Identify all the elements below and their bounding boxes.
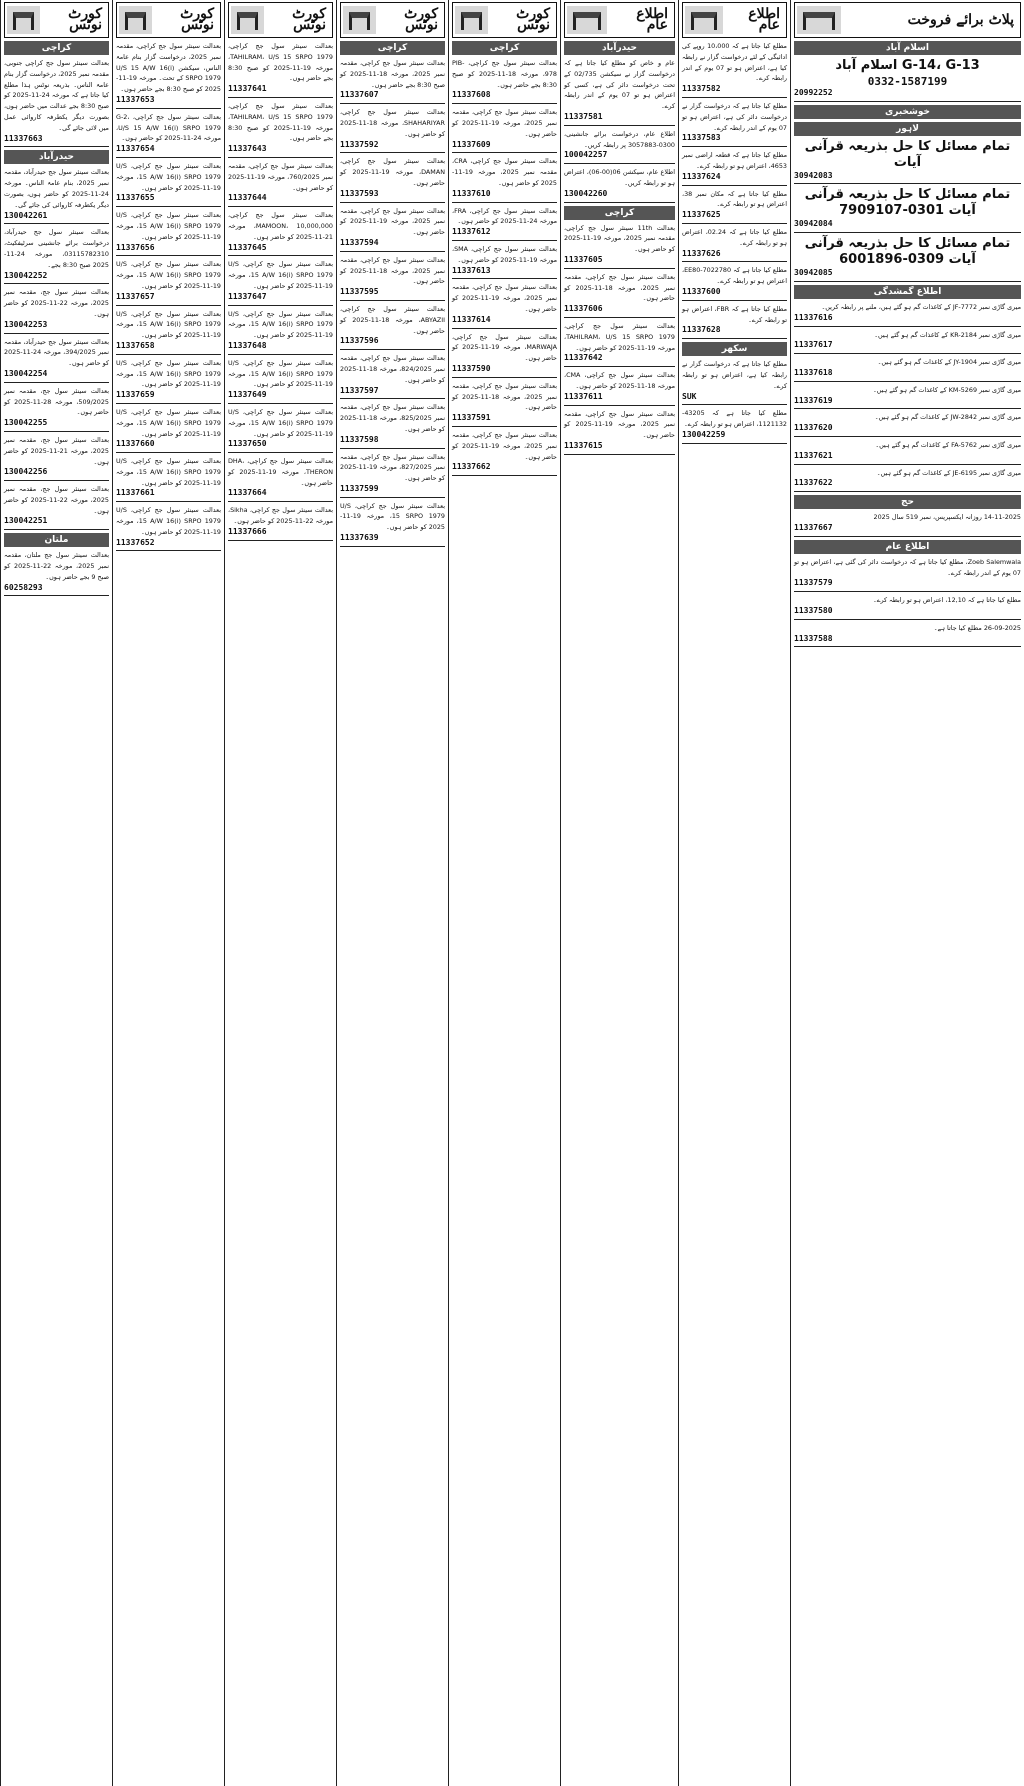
notice-text: بعدالت سینئر سول جج کراچی جنوبی، مقدمہ نمبر 2025، درخواست گزار بنام عامۃ الناس۔ بذریعہ نوٹس ہذا مطلع کیا جاتا ہے کہ مورخہ 24-11-2025 کو صبح 8:30 بجے عدالت میں حاضر ہوں، بصورت دیگر یکطرفہ کاروائی عمل میں لائی جائے گی۔ [4,59,110,132]
column-header [564,2,675,38]
notice [564,167,675,202]
notice [682,227,787,262]
notice [228,407,333,453]
notice-reference-number: 11337645 [228,243,333,257]
notice-text: بعدالت سینئر سول جج کراچی، U/S 15 A/W 16(i) SRPO 1979، مورخہ 19-11-2025 کو حاضر ہوں۔ [116,407,221,438]
notice [340,255,445,301]
notice-text: بعدالت سینئر سول جج کراچی، U/S 15 A/W 16(i) SRPO 1979، مورخہ 19-11-2025 کو حاضر ہوں۔ [116,358,221,389]
notice [452,282,557,328]
notice [794,412,1021,437]
notice-text: بعدالت سینئر سول جج کراچی، مقدمہ نمبر 2025، مورخہ 19-11-2025 کو حاضر ہوں۔ [340,206,445,237]
notice [340,501,445,547]
column-header [228,2,333,38]
notice-reference-number: 11337667 [794,523,1021,537]
notice-text: بعدالت سینئر سول جج کراچی، CRA، مقدمہ نمبر 2025، مورخہ 19-11-2025 کو حاضر ہوں۔ [452,157,557,187]
notice [794,440,1021,465]
notice [682,189,787,224]
section-city-banner: لاہور [794,122,1021,136]
notice [682,41,787,98]
section-city-banner: حیدرآباد [564,41,675,55]
column-8 [790,0,1024,1786]
notice-reference-number: 11337659 [116,390,221,404]
court-building-icon [343,6,376,34]
notice [682,408,787,443]
column-5 [448,0,560,1786]
notice-reference-number: 11337643 [228,144,333,158]
section-city-banner: اطلاع گمشدگی [794,285,1021,299]
notice [340,58,445,104]
notice-reference-number: 130042256 [4,467,109,481]
notice [452,156,557,202]
notice-reference-number: 11337624 [682,172,787,186]
notice-reference-number: 20992252 [794,88,1021,102]
column-1 [0,0,112,1786]
notice [4,58,109,147]
notice-reference-number: 11337625 [682,210,787,224]
notice-text: مطلع کیا جاتا ہے کہ درخواست گزار نے رابطہ کیا ہے، اعتراض ہو تو رابطہ کرے۔ [682,360,787,390]
notice-text: 0332-1587199 [867,75,948,88]
notice [340,402,445,448]
notice-text: بعدالت سینئر سول جج کراچی، مقدمہ نمبر 2025، مورخہ 18-11-2025 کو حاضر ہوں۔ [564,272,675,303]
notice-text: 14-11-2025 روزانہ ایکسپریس، نمبر 519 سال 2025 [873,513,1021,522]
column-header-title: اطلاع عام [748,6,780,33]
notice-text: مطلع کیا جاتا ہے کہ قطعہ اراضی نمبر 4653، اعتراض ہو تو رابطہ کرے۔ [682,151,787,170]
notice-text: بعدالت سینئر سول جج کراچی، مقدمہ نمبر 825/2025، مورخہ 18-11-2025 کو حاضر ہوں۔ [340,403,445,433]
notice-text: بعدالت سینئر سول جج کراچی، مقدمہ نمبر 760/2025، مورخہ 19-11-2025 کو حاضر ہوں۔ [228,161,333,192]
notice-reference-number: 11337612 [452,227,557,241]
notice-text: بعدالت سینئر سول جج کراچی، U/S 15 A/W 16(i) SRPO 1979، مورخہ 19-11-2025 کو حاضر ہوں۔ [116,309,221,340]
notice [564,370,675,405]
notice-text: بعدالت سینئر سول جج، مقدمہ نمبر 2025، مورخہ 21-11-2025 کو حاضر ہوں۔ [4,435,109,466]
notice-reference-number: 11337621 [794,451,1021,465]
notice-reference-number: 11337660 [116,439,221,453]
notice-reference-number: 11337618 [794,368,1021,382]
notice-reference-number: 11337591 [452,413,557,427]
notice [4,287,109,333]
notice-reference-number: 11337597 [340,386,445,400]
notice-reference-number: 11337600 [682,287,787,301]
notice [116,505,221,551]
notice-text: مطلع کیا جاتا ہے کہ 12,10، اعتراض ہو تو رابطہ کرے۔ [872,596,1021,605]
notice [794,512,1021,537]
notice-text: بعدالت سینئر سول جج کراچی، U/S 15 A/W 16(i) SRPO 1979، مورخہ 19-11-2025 کو حاضر ہوں۔ [228,407,333,438]
notice-text: بعدالت سینئر سول جج ملتان، مقدمہ نمبر 2025، مورخہ 22-11-2025 کو صبح 9 بجے حاضر ہوں۔ [4,551,109,581]
notice-text: بعدالت سینئر سول جج کراچی، MARWAJA، مورخہ 19-11-2025 کو حاضر ہوں۔ [452,332,557,363]
notice-text: اطلاع عام، سیکشن 06(00-06)، اعتراض ہو تو رابطہ کریں۔ [564,168,675,187]
notice-text: میری گاڑی نمبر KM-5269 کے کاغذات گم ہو گئے ہیں۔ [872,385,1021,394]
notice-reference-number: 11337593 [340,189,445,203]
section-city-banner: ملتان [4,533,109,547]
notice-reference-number: 11337611 [564,392,675,406]
court-building-icon [7,6,40,34]
notice-text: بعدالت سینئر سول جج کراچی، مقدمہ نمبر 827/2025، مورخہ 19-11-2025 کو حاضر ہوں۔ [340,452,445,483]
notice [340,156,445,202]
notice-text: بعدالت سینئر سول جج کراچی، DAMAN، مورخہ 19-11-2025 کو حاضر ہوں۔ [340,157,445,187]
column-header-title: کورٹ نوٹس [404,6,438,33]
notice-text: بعدالت سینئر سول جج کراچی، U/S 15 A/W 16(i) SRPO 1979، مورخہ 19-11-2025 کو حاضر ہوں۔ [116,457,221,487]
notice [452,206,557,241]
notice-reference-number: 11337663 [4,134,109,148]
court-building-icon [119,6,152,34]
notice-reference-number: 30942084 [794,219,1021,233]
notice-reference-number: 11337664 [228,488,333,502]
notice-reference-number: 11337583 [682,133,787,147]
notice-text: بعدالت سینئر سول جج کراچی، U/S 15 A/W 16(i) SRPO 1979، مورخہ 19-11-2025 کو حاضر ہوں۔ [116,260,221,290]
notice-text: بعدالت سینئر سول جج کراچی، ABYAZII، مورخہ 18-11-2025 کو حاضر ہوں۔ [340,304,445,335]
notice-reference-number: 11337662 [452,462,557,476]
notice-reference-number: 11337661 [116,488,221,502]
notice-reference-number: 130042254 [4,369,109,383]
notice-reference-number: SUK [682,392,787,406]
column-header [340,2,445,38]
notice-reference-number: 11337655 [116,193,221,207]
notice-reference-number: 11337641 [228,84,333,98]
notice-reference-number: 11337653 [116,95,221,109]
section-city-banner: حج [794,495,1021,509]
notice-reference-number: 11337649 [228,390,333,404]
notice [340,353,445,399]
notice-text: بعدالت سینئر سول جج کراچی، TAHILRAM، U/S 15 SRPO 1979، مورخہ 19-11-2025 کو صبح 8:30 بجے حاضر ہوں۔ [228,101,333,143]
notice-reference-number: 30942085 [794,268,1021,282]
notice-text: بعدالت سینئر سول جج کراچی، مقدمہ نمبر 2025، درخواست گزار بنام عامۃ الناس، سیکشن U/S 15 A/W 16(i) SRPO 1979 کے تحت۔ مورخہ 19-11-2025 کو صبح 8:30 بجے حاضر ہوں۔ [116,42,222,94]
notice-reference-number: 11337579 [794,578,1021,592]
notice [228,161,333,207]
notice-reference-number: 11337644 [228,193,333,207]
notice-text: بعدالت سینئر سول جج کراچی، TAHILRAM، U/S 15 SRPO 1979، مورخہ 19-11-2025 کو صبح 8:30 بجے حاضر ہوں۔ [228,42,333,83]
notice-reference-number: 60258293 [4,583,109,597]
notice-reference-number: 11337652 [116,538,221,552]
section-city-banner: کراچی [340,41,445,55]
notice [4,484,109,530]
column-header-title: کورٹ نوٹس [516,6,550,33]
section-city-banner: خوشخبری [794,105,1021,119]
notice-text: بعدالت سینئر سول جج کراچی، مقدمہ نمبر 2025، مورخہ 18-11-2025 کو صبح 8:30 بجے حاضر ہوں۔ [340,59,445,89]
notice [682,150,787,185]
notice-text: بعدالت سینئر سول جج کراچی، U/S 15 A/W 16(i) SRPO 1979، مورخہ 19-11-2025 کو حاضر ہوں۔ [228,309,333,340]
column-header [452,2,557,38]
notice-reference-number: 11337588 [794,634,1021,648]
notice [340,452,445,498]
notice-reference-number: 11337642 [564,353,675,367]
notice-text: بعدالت سینئر سول جج کراچی، G-2، U/S 15 A/W 16(i) SRPO 1979، مورخہ 24-11-2025 کو حاضر ہوں۔ [116,112,221,143]
notice [452,332,557,378]
notice [794,236,1021,282]
notice [116,112,221,158]
notice [228,210,333,256]
notice [794,139,1021,185]
column-7 [678,0,790,1786]
notice-reference-number: 11337657 [116,292,221,306]
notice [794,595,1021,620]
notice-text: مطلع کیا جاتا ہے کہ EE80-7022780، اعتراض ہو تو رابطہ کرے۔ [682,266,787,286]
notice-reference-number: 11337598 [340,435,445,449]
notice-text: بعدالت سینئر سول جج کراچی، Sikha، مورخہ 22-11-2025 کو حاضر ہوں۔ [228,506,333,526]
notice-reference-number: 130042251 [4,516,109,530]
notice [116,358,221,404]
notice-reference-number: 11337654 [116,144,221,158]
notice [794,357,1021,382]
notice-text: میری گاڑی نمبر FA-5762 کے کاغذات گم ہو گئے ہیں۔ [875,440,1021,449]
notice-reference-number: 11337614 [452,315,557,329]
notice-text: بعدالت سینئر سول جج کراچی، TAHILRAM، U/S 15 SRPO 1979، مورخہ 19-11-2025 کو حاضر ہوں۔ [564,321,675,352]
notice-reference-number: 130042261 [4,211,109,225]
notice-text: بعدالت سینئر سول جج کراچی، مقدمہ نمبر 2025، مورخہ 18-11-2025 کو حاضر ہوں۔ [340,255,445,286]
notice [682,304,787,339]
notice [682,265,787,300]
notice-text: مطلع کیا جاتا ہے کہ درخواست گزار نے درخواست دائر کی ہے، اعتراض ہو تو 07 یوم کے اندر رابطہ کرے۔ [682,101,787,132]
notice-reference-number: 11337616 [794,313,1021,327]
notice-reference-number: 11337610 [452,189,557,203]
notice [564,58,675,126]
notice [228,41,333,98]
notice [564,321,675,367]
notice [794,330,1021,355]
section-city-banner: کراچی [564,206,675,220]
notice [228,456,333,502]
column-header [4,2,109,38]
column-6 [560,0,678,1786]
notice-text: بعدالت سینئر سول جج کراچی، U/S 15 A/W 16(i) SRPO 1979، مورخہ 19-11-2025 کو حاضر ہوں۔ [228,358,333,389]
notice-text: بعدالت سینئر سول جج کراچی، U/S 15 A/W 16(i) SRPO 1979، مورخہ 19-11-2025 کو حاضر ہوں۔ [228,260,333,290]
notice-text: اطلاع عام، درخواست برائے جانشینی، 0300-3057883 پر رابطہ کریں۔ [564,129,675,149]
notice-text: بعدالت سینئر سول جج، مقدمہ نمبر 2025، مورخہ 22-11-2025 کو حاضر ہوں۔ [4,288,109,318]
notice [228,101,333,158]
notice [340,206,445,252]
notice-text: تمام مسائل کا حل بذریعہ قرآنی آیات [804,138,1011,170]
notice-text: میری گاڑی نمبر JE-6195 کے کاغذات گم ہو گئے ہیں۔ [876,468,1021,477]
notice [682,359,787,405]
notice [794,302,1021,327]
column-header [794,2,1021,38]
notice-text: بعدالت سینئر سول جج کراچی، مقدمہ نمبر 2025، مورخہ 19-11-2025 کو حاضر ہوں۔ [452,283,557,313]
notice [116,210,221,256]
notice-reference-number: 11337605 [564,255,675,269]
notice [4,550,109,596]
column-4 [336,0,448,1786]
notice-text: تمام مسائل کا حل بذریعہ قرآنی آیات 0301-7909107 [804,187,1011,219]
notice [116,161,221,207]
section-city-banner: سکھر [682,342,787,356]
notice-reference-number: 11337606 [564,304,675,318]
column-header-title: کورٹ نوٹس [180,6,214,33]
notice-reference-number: 30942083 [794,171,1021,185]
notice [228,505,333,540]
notice-text: بعدالت سینئر سول جج کراچی، DHA، THERON، مورخہ 19-11-2025 کو حاضر ہوں۔ [228,457,333,487]
section-city-banner: حیدرآباد [4,150,109,164]
notice [116,41,221,109]
notice-reference-number: 11337599 [340,484,445,498]
notice-text: بعدالت سینئر سول جج کراچی، CMA، مورخہ 18-11-2025 کو حاضر ہوں۔ [564,371,675,390]
notice-reference-number: 11337658 [116,341,221,355]
notice [682,101,787,147]
notice [228,309,333,355]
notice-text: بعدالت سینئر سول جج کراچی، U/S 15 A/W 16(i) SRPO 1979، مورخہ 19-11-2025 کو حاضر ہوں۔ [116,506,221,536]
notice [116,456,221,502]
notice-text: G-14، G-13 اسلام آباد [835,58,980,73]
notice-reference-number: 11337592 [340,140,445,154]
notice-reference-number: 130042255 [4,418,109,432]
section-city-banner: کراچی [452,41,557,55]
notice [4,435,109,481]
notice-text: بعدالت سینئر سول جج کراچی، FRA، مورخہ 24-11-2025 کو حاضر ہوں۔ [452,206,557,226]
notice [794,385,1021,410]
notice-reference-number: 11337615 [564,441,675,455]
notice [794,468,1021,493]
notice-reference-number: 100042257 [564,150,675,164]
notice [452,107,557,153]
notice-reference-number: 11337619 [794,396,1021,410]
notice-reference-number: 11337580 [794,606,1021,620]
notice-text: بعدالت سینئر سول جج کراچی، SHAHARIYAR، مورخہ 18-11-2025 کو حاضر ہوں۔ [340,108,445,138]
notice-reference-number: 11337648 [228,341,333,355]
notice [452,244,557,279]
notice-text: بعدالت سینئر سول جج کراچی، U/S 15 SRPO 1979، مورخہ 19-11-2025 کو حاضر ہوں۔ [340,501,445,532]
notice-text: بعدالت سینئر سول جج کراچی، U/S 15 A/W 16(i) SRPO 1979، مورخہ 19-11-2025 کو حاضر ہوں۔ [116,211,221,241]
notice-text: بعدالت سینئر سول جج کراچی، SMA، مورخہ 19-11-2025 کو حاضر ہوں۔ [452,244,557,264]
notice-text: میری گاڑی نمبر JY-1904 کے کاغذات گم ہو گئے ہیں۔ [877,358,1021,367]
notice-text: عام و خاص کو مطلع کیا جاتا ہے کہ درخواست گزار نے سیکشن 02/735 کے تحت درخواست دائر کی ہے، کسی کو اعتراض ہو تو 07 یوم کے اندر رابطہ کرے۔ [564,59,676,111]
notice-text: تمام مسائل کا حل بذریعہ قرآنی آیات 0309-6001896 [804,236,1011,268]
column-header-title: کورٹ نوٹس [292,6,326,33]
notice [564,409,675,455]
column-header-title: پلاٹ برائے فروخت [907,11,1014,28]
notice-text: بعدالت 11th سینئر سول جج کراچی، مقدمہ نمبر 2025، مورخہ 19-11-2025 کو حاضر ہوں۔ [564,223,675,254]
notice-reference-number: 11337607 [340,90,445,104]
notice-reference-number: 11337595 [340,287,445,301]
notice-reference-number: 11337617 [794,340,1021,354]
notice-text: مطلع کیا جاتا ہے کہ FBR، اعتراض ہو تو رابطہ کرے۔ [682,304,787,324]
notice-reference-number: 130042260 [564,189,675,203]
notice-reference-number: 11337582 [682,84,787,98]
notice [794,187,1021,233]
notice-reference-number: 11337622 [794,478,1021,492]
court-building-icon [797,6,841,34]
notice-text: بعدالت سینئر سول جج، مقدمہ نمبر 2025، مورخہ 22-11-2025 کو حاضر ہوں۔ [4,485,109,515]
notice-text: بعدالت سینئر سول جج کراچی، مقدمہ نمبر 2025، مورخہ 19-11-2025 کو حاضر ہوں۔ [564,409,675,440]
notice-reference-number: 130042259 [682,430,787,444]
notice [4,167,109,224]
notice-text: بعدالت سینئر سول جج حیدرآباد، مقدمہ نمبر 394/2025، مورخہ 24-11-2025 کو حاضر ہوں۔ [4,337,109,368]
notice-text: مطلع کیا جاتا ہے کہ 02.24، اعتراض ہو تو رابطہ کرے۔ [682,227,787,247]
column-3 [224,0,336,1786]
notice [452,381,557,427]
notice-text: بعدالت سینئر سول جج کراچی، مقدمہ نمبر 2025، مورخہ 19-11-2025 کو حاضر ہوں۔ [452,430,557,461]
notice-reference-number: 11337594 [340,238,445,252]
column-2 [112,0,224,1786]
notice-text: بعدالت سینئر سول جج کراچی، U/S 15 A/W 16(i) SRPO 1979، مورخہ 19-11-2025 کو حاضر ہوں۔ [116,161,221,192]
court-building-icon [455,6,488,34]
notice-reference-number: 11337608 [452,90,557,104]
notice-text: مطلع کیا جاتا ہے کہ مکان نمبر 38، اعتراض ہو تو رابطہ کرے۔ [682,189,787,209]
notice-reference-number: 11337628 [682,325,787,339]
notice-text: بعدالت سینئر سول جج کراچی، PIB-978، مورخہ 18-11-2025 کو صبح 8:30 بجے حاضر ہوں۔ [452,59,557,89]
notice-text: میری گاڑی نمبر KR-2184 کے کاغذات گم ہو گئے ہیں۔ [874,330,1021,339]
notice-reference-number: 11337656 [116,243,221,257]
notice [794,623,1021,648]
column-header-title: اطلاع عام [636,6,668,33]
notice [116,259,221,305]
notice [228,259,333,305]
notice-text: بعدالت سینئر سول جج کراچی، مقدمہ نمبر 824/2025، مورخہ 18-11-2025 کو حاضر ہوں۔ [340,354,445,384]
section-city-banner: کراچی [4,41,109,55]
notice-text: مطلع کیا جاتا ہے کہ 10،000 روپے کی ادائیگی کے لئے درخواست گزار نے رابطہ کیا ہے، اعتراض ہو تو 07 یوم کے اندر رابطہ کرے۔ [682,42,787,83]
notice-text: بعدالت سینئر سول جج کراچی، مقدمہ نمبر 2025، مورخہ 18-11-2025 کو حاضر ہوں۔ [452,381,557,412]
notice-reference-number: 11337609 [452,140,557,154]
notice [4,386,109,432]
notice-text: مطلع کیا جاتا ہے کہ 43205-1121132، اعتراض ہو تو رابطہ کرے۔ [682,409,787,429]
notice-reference-number: 11337666 [228,527,333,541]
column-header-title: کورٹ نوٹس [68,6,102,33]
notice-reference-number: 11337620 [794,423,1021,437]
notice-text: بعدالت سینئر سول جج، مقدمہ نمبر 509/2025، مورخہ 28-11-2025 کو حاضر ہوں۔ [4,386,109,417]
notice [4,227,109,284]
notice-text: بعدالت سینئر سول جج حیدرآباد، درخواست برائے جانشینی سرٹیفکیٹ، 03115782310، مورخہ 24-11-2025 صبح 8:30 بجے۔ [4,228,109,269]
section-city-banner: اطلاع عام [794,540,1021,554]
notice-reference-number: 11337590 [452,364,557,378]
notice-text: میری گاڑی نمبر JF-7772 کے کاغذات گم ہو گئے ہیں، ملنے پر رابطہ کریں۔ [821,302,1021,311]
notice-reference-number: 130042252 [4,271,109,285]
court-building-icon [231,6,264,34]
notice [794,557,1021,592]
notice [564,223,675,269]
notice [116,309,221,355]
notice [228,358,333,404]
notice [340,107,445,153]
notice-text: میری گاڑی نمبر JW-2842 کے کاغذات گم ہو گئے ہیں۔ [874,413,1021,422]
notice-reference-number: 11337613 [452,266,557,280]
notice-reference-number: 11337596 [340,336,445,350]
notice-reference-number: 11337639 [340,533,445,547]
notice [794,77,1021,102]
notice-text: بعدالت سینئر سول جج کراچی، مقدمہ نمبر 2025، مورخہ 19-11-2025 کو حاضر ہوں۔ [452,108,557,138]
notice [340,304,445,350]
notice [452,430,557,476]
notice-reference-number: 11337581 [564,112,675,126]
notice [452,58,557,104]
notice-reference-number: 11337650 [228,439,333,453]
section-city-banner: اسلام آباد [794,41,1021,55]
notice-text: 26-09-2025 مطلع کیا جاتا ہے۔ [933,623,1021,632]
notice-reference-number: 130042253 [4,320,109,334]
court-building-icon [685,6,723,34]
notice-text: Zoeb Salemwala، مطلع کیا جاتا ہے کہ درخواست دائر کی گئی ہے، اعتراض ہو تو 07 یوم کے اندر رابطہ کرے۔ [794,557,1021,577]
notice [116,407,221,453]
notice [794,58,1021,74]
notice [564,129,675,164]
notice-text: بعدالت سینئر سول جج حیدرآباد، مقدمہ نمبر 2025، بنام عامۃ الناس۔ مورخہ 24-11-2025 کو حاضر ہوں، بصورت دیگر یکطرفہ کاروائی کی جائے گی۔ [4,168,109,209]
notice-reference-number: 11337647 [228,292,333,306]
column-header [116,2,221,38]
notice-text: بعدالت سینئر سول جج کراچی، MAMOON، 10,000,000، مورخہ 21-11-2025 کو حاضر ہوں۔ [228,211,333,241]
notice [564,272,675,318]
court-building-icon [567,6,607,34]
notice [4,337,109,383]
notice-reference-number: 11337626 [682,249,787,263]
column-header [682,2,787,38]
